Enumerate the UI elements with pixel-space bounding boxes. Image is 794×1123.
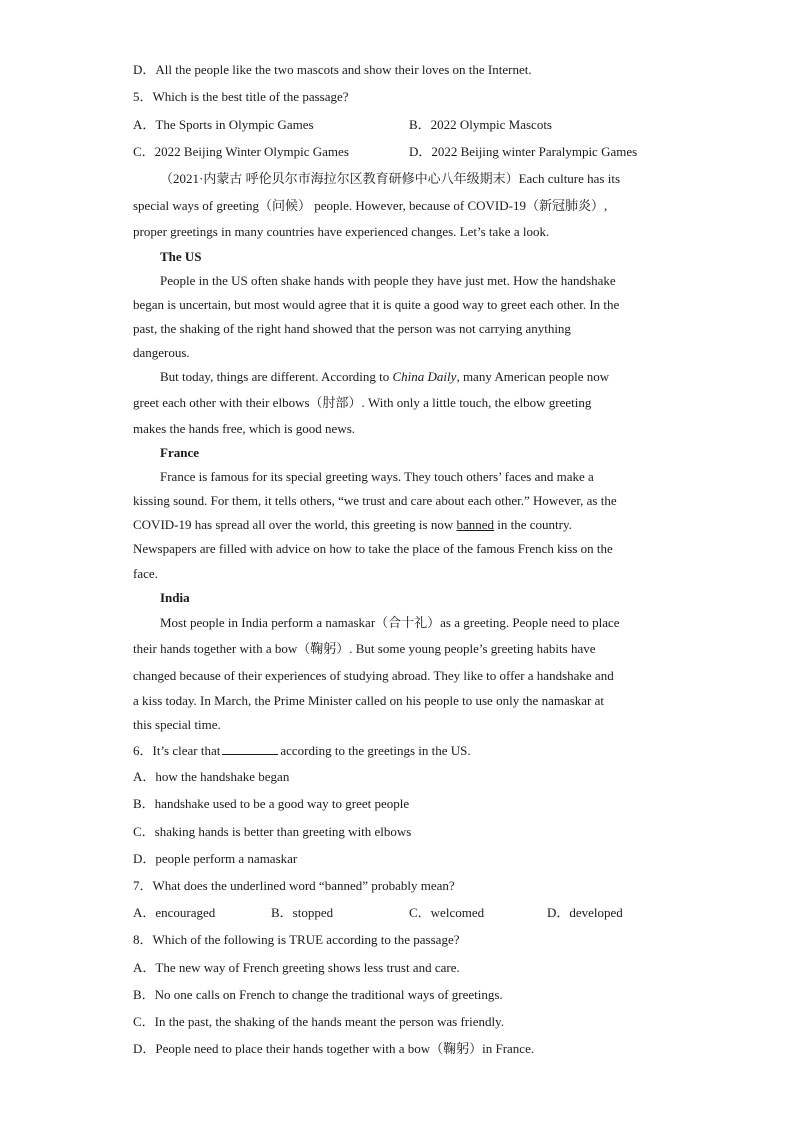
us-paragraph-line (160, 369, 609, 385)
france-paragraph-line (133, 517, 572, 533)
q5-option-b: B．2022 Olympic Mascots (409, 117, 552, 132)
passage-intro-line: （2021·内蒙古 呼伦贝尔市海拉尔区教育研修中心八年级期末）Each culture has its (160, 171, 621, 186)
text-run: 6．It’s clear that (133, 743, 221, 758)
france-paragraph-line: France is famous for its special greeting ways. They touch others’ faces and make a (160, 469, 594, 484)
q6-option-d: D．people perform a namaskar (133, 851, 298, 866)
us-paragraph-line: makes the hands free, which is good news. (133, 421, 356, 436)
q4-option-d: D．All the people like the two mascots and show their loves on the Internet. (133, 62, 532, 77)
france-paragraph-line: face. (133, 566, 158, 581)
india-paragraph-line: this special time. (133, 717, 221, 732)
us-paragraph-line: past, the shaking of the right hand showed that the person was not carrying anything (133, 321, 571, 336)
heading-france: France (160, 445, 199, 460)
passage-intro-line: special ways of greeting（问候） people. However, because of COVID-19（新冠肺炎）, (133, 198, 608, 213)
india-paragraph-line: Most people in India perform a namaskar（合十礼）as a greeting. People need to place (160, 615, 620, 630)
q5-stem: 5．Which is the best title of the passage? (133, 89, 349, 104)
text-run: But today, things are different. According to (160, 369, 393, 384)
q7-option-d: D．developed (547, 905, 623, 920)
q6-stem (133, 742, 471, 759)
q7-option-b: B．stopped (271, 905, 334, 920)
q8-option-c: C．In the past, the shaking of the hands meant the person was friendly. (133, 1014, 505, 1029)
india-paragraph-line: changed because of their experiences of studying abroad. They like to offer a handshake and (133, 668, 614, 683)
india-paragraph-line: a kiss today. In March, the Prime Minister called on his people to use only the namaskar at (133, 693, 605, 708)
answer-blank (222, 742, 278, 755)
text-run: in the country. (494, 517, 572, 532)
q5-option-d: D．2022 Beijing winter Paralympic Games (409, 144, 638, 159)
us-paragraph-line: dangerous. (133, 345, 190, 360)
q6-option-c: C．shaking hands is better than greeting with elbows (133, 824, 412, 839)
q8-stem: 8．Which of the following is TRUE according to the passage? (133, 932, 460, 947)
us-paragraph-line: began is uncertain, but most would agree that it is quite a good way to greet each other. In the (133, 297, 620, 312)
heading-india: India (160, 590, 190, 605)
q5-option-c: C．2022 Beijing Winter Olympic Games (133, 144, 349, 159)
q5-option-a: A．The Sports in Olympic Games (133, 117, 314, 132)
us-paragraph-line: greet each other with their elbows（肘部）. With only a little touch, the elbow greeting (133, 395, 592, 410)
newspaper-name: China Daily (392, 369, 457, 384)
q8-option-a: A．The new way of French greeting shows less trust and care. (133, 960, 460, 975)
q6-option-a: A．how the handshake began (133, 769, 290, 784)
underlined-word-banned: banned (456, 517, 495, 532)
text-run: , many American people now (456, 369, 610, 384)
q7-option-a: A．encouraged (133, 905, 216, 920)
q6-option-b: B．handshake used to be a good way to greet people (133, 796, 410, 811)
q7-stem: 7．What does the underlined word “banned” probably mean? (133, 878, 455, 893)
india-paragraph-line: their hands together with a bow（鞠躬）. But some young people’s greeting habits have (133, 641, 596, 656)
q7-option-c: C．welcomed (409, 905, 485, 920)
france-paragraph-line: Newspapers are filled with advice on how to take the place of the famous French kiss on the (133, 541, 613, 556)
text-run: COVID-19 has spread all over the world, this greeting is now (133, 517, 457, 532)
heading-the-us: The US (160, 249, 202, 264)
france-paragraph-line: kissing sound. For them, it tells others, “we trust and care about each other.” However, as the (133, 493, 617, 508)
us-paragraph-line: People in the US often shake hands with people they have just met. How the handshake (160, 273, 616, 288)
q8-option-d: D．People need to place their hands together with a bow（鞠躬）in France. (133, 1041, 535, 1056)
text-run: according to the greetings in the US. (280, 743, 471, 758)
q8-option-b: B．No one calls on French to change the traditional ways of greetings. (133, 987, 503, 1002)
passage-intro-line: proper greetings in many countries have experienced changes. Let’s take a look. (133, 224, 550, 239)
